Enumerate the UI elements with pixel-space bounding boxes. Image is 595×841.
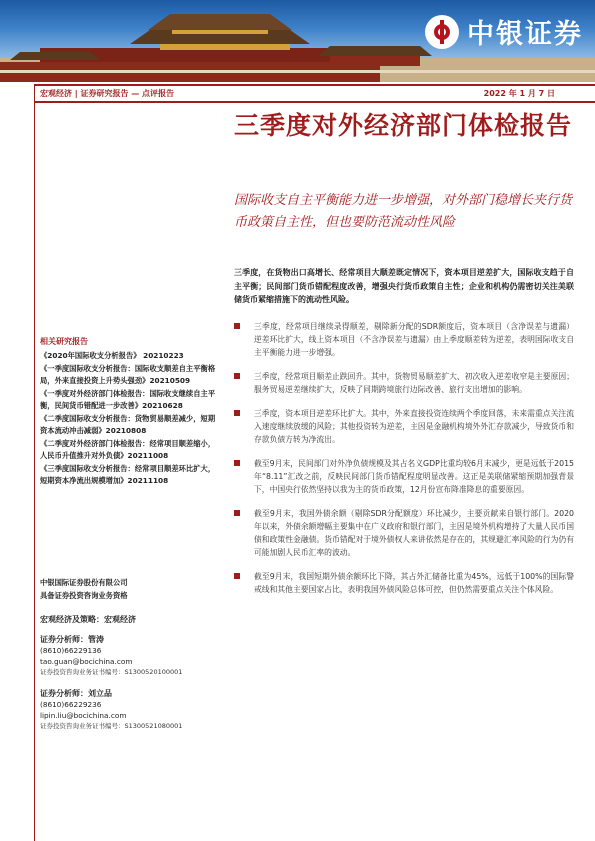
analyst-email[interactable]: lipin.liu@bocichina.com	[40, 711, 127, 720]
key-point	[234, 407, 574, 446]
analyst-name: 证券分析师：刘立品	[40, 689, 112, 698]
analyst-phone: (8610)66229136	[40, 646, 102, 655]
key-point	[234, 370, 574, 396]
related-reports-heading: 相关研究报告	[40, 337, 88, 346]
left-margin-rule	[34, 84, 35, 841]
related-report-link[interactable]: 《一季度对外经济部门体检报告：国际收支继续自主平衡，民间货币错配进一步改善》20210628	[40, 388, 216, 410]
key-point-text: 三季度，经常项目顺差止跌回升。其中，货物贸易顺差扩大、初次收入逆差收窄是主要原因；服务贸易逆差继续扩大，反映了同期跨境旅行边际改善、旅行支出增加的影响。	[254, 372, 574, 394]
company-qualification: 具备证券投资咨询业务资格	[40, 591, 128, 600]
bullet-square-icon	[234, 510, 240, 516]
key-point	[234, 507, 574, 559]
bullet-square-icon	[234, 573, 240, 579]
key-point-text: 三季度，经常项目继续录得顺差，剔除新分配的SDR额度后，资本项目（含净误差与遗漏）逆差环比扩大，线上资本项目（不含净误差与遗漏）由上季度顺差转为逆差，表明国际收支自主平衡能力进一步增强。	[254, 322, 574, 357]
related-report-link[interactable]: 《二季度对外经济部门体检报告：经常项目顺差缩小，人民币升值推升对外负债》20211008	[40, 438, 216, 460]
key-point	[234, 320, 574, 359]
related-report-link[interactable]: 《2020年国际收支分析报告》 20210223	[40, 351, 184, 360]
report-title: 三季度对外经济部门体检报告	[234, 111, 573, 140]
analyst-phone: (8610)66229236	[40, 700, 102, 709]
analyst-certificate: 证券投资咨询业务证书编号：S1300520100001	[40, 668, 183, 676]
related-report-link[interactable]: 《三季度国际收支分析报告：经常项目顺差环比扩大，短期资本净流出规模增加》20211108	[40, 463, 216, 485]
key-point	[234, 457, 574, 496]
research-team: 宏观经济及策略：宏观经济	[40, 615, 136, 624]
analyst-block	[40, 634, 220, 678]
bullet-square-icon	[234, 373, 240, 379]
report-category: 宏观经济 | 证券研究报告 — 点评报告	[40, 89, 175, 98]
key-points-list	[234, 320, 574, 607]
related-report-link[interactable]: 《一季度国际收支分析报告：国际收支顺差自主平衡格局，外来直接投资上升势头强劲》20210509	[40, 363, 216, 385]
bank-logo-icon	[425, 15, 459, 49]
bullet-square-icon	[234, 410, 240, 416]
company-info	[40, 576, 220, 602]
key-point-text: 截至9月末，民间部门对外净负债规模及其占名义GDP比重均较6月末减少，更是远低于2015年“8.11”汇改之前，反映民间部门货币错配程度明显改善。这正是美联储紧缩预期加强背景下，中国央行依然坚持以我为主的货币政策，12月份宣布降准降息的重要原因。	[254, 459, 574, 494]
analyst-name: 证券分析师：管涛	[40, 635, 104, 644]
report-date: 2022 年 1 月 7 日	[483, 89, 555, 98]
bullet-square-icon	[234, 323, 240, 329]
analyst-certificate: 证券投资咨询业务证书编号：S1300521080001	[40, 722, 183, 730]
bullet-square-icon	[234, 460, 240, 466]
key-point-text: 截至9月末，我国短期外债余额环比下降，其占外汇储备比重为45%，远低于100%的国际警戒线和其他主要国家占比，表明我国外债风险总体可控，但仍然需要重点关注个体风险。	[254, 572, 574, 594]
key-point	[234, 570, 574, 596]
analyst-block	[40, 688, 220, 732]
header-banner	[0, 0, 595, 82]
brand-name: 中银证券	[467, 19, 583, 50]
header-rule-top	[34, 84, 595, 86]
key-point-text: 截至9月末，我国外债余额（剔除SDR分配额度）环比减少，主要贡献来自银行部门。2020年以来，外债余额增幅主要集中在广义政府和银行部门，主因是境外机构增持了大量人民币国债和政策性金融债。货币错配对于境外债权人来讲依然是存在的，其规避汇率风险的行为仍有可能加剧人民币汇率的波动。	[254, 509, 574, 557]
report-summary: 三季度，在货物出口高增长、经常项目大顺差既定情况下，资本项目逆差扩大，国际收支趋于自主平衡；民间部门货币错配程度改善，增强央行货币政策自主性；企业和机构仍需密切关注美联储货币紧缩措施下的流动性风险。	[234, 268, 574, 304]
report-subtitle: 国际收支自主平衡能力进一步增强，对外部门稳增长夹行货币政策自主性，但也要防范流动性风险	[234, 193, 573, 230]
header-rule-bottom	[34, 101, 595, 103]
key-point-text: 三季度，资本项目逆差环比扩大。其中，外来直接投资连续两个季度回落，未来需重点关注流入速度继续放缓的风险；其他投资转为逆差，主因是金融机构境外外汇存款减少，导致货币和存款负债方转为净流出。	[254, 409, 574, 444]
related-report-link[interactable]: 《二季度国际收支分析报告：货物贸易顺差减少，短期资本流动冲击减弱》20210808	[40, 413, 216, 435]
related-reports-list	[40, 350, 220, 488]
company-name: 中银国际证券股份有限公司	[40, 578, 128, 587]
brand-logo	[425, 12, 583, 51]
analyst-email[interactable]: tao.guan@bocichina.com	[40, 657, 133, 666]
